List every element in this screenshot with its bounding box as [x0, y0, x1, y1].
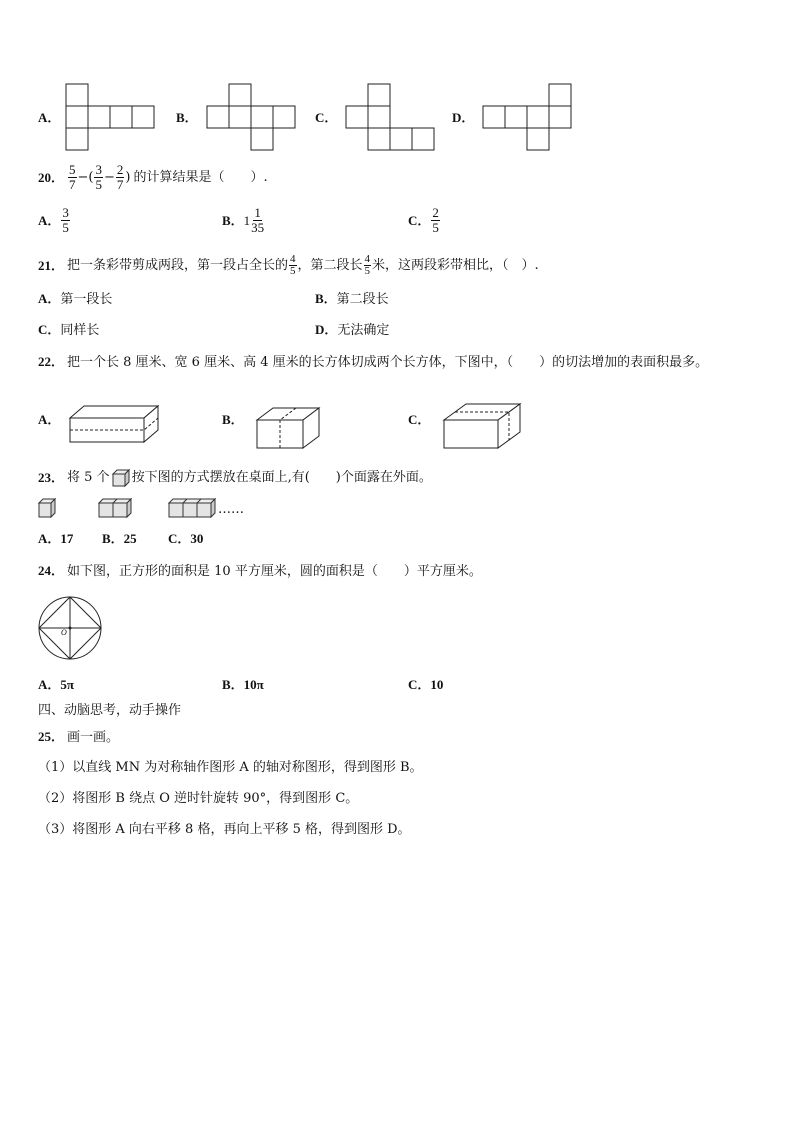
q24-circle-square-figure	[38, 596, 104, 662]
q25-item-1: （1）以直线 MN 为对称轴作图形 A 的轴对称图形，得到图形 B。	[38, 760, 423, 775]
q22-option-c-label: C．	[408, 412, 431, 427]
operator: −	[103, 169, 115, 185]
q23-cube-row-2	[98, 498, 134, 518]
q21-option-c[interactable]: C．同样长	[38, 322, 100, 338]
q24-question: 24． 如下图，正方形的面积是 10 平方厘米，圆的面积是（ ）平方厘米。	[38, 563, 482, 579]
q24-option-a[interactable]: A．5π	[38, 677, 75, 692]
q25-title: 25． 画一画。	[38, 729, 120, 745]
fraction: $\frac{2}{5}$	[432, 205, 439, 235]
fraction: $\frac{4}{5}$	[290, 253, 296, 277]
fraction: $\frac{3}{5}$	[95, 162, 102, 192]
q23-option-b[interactable]: B．25	[102, 531, 137, 546]
q21-option-b[interactable]: B．第二段长	[315, 291, 389, 307]
q19-net-d	[483, 84, 575, 152]
q19-net-b	[207, 84, 299, 152]
q20-option-c[interactable]: C． $\frac{2}{5}$	[408, 205, 439, 235]
q23-option-a[interactable]: A．17	[38, 531, 74, 546]
q22-cuboid-b	[257, 406, 321, 450]
q22-question: 22． 把一个长 8 厘米、宽 6 厘米、高 4 厘米的长方体切成两个长方体，下图中，（ ）的切法增加的表面积最多。	[38, 354, 709, 370]
fraction: $\frac{3}{5}$	[62, 205, 69, 235]
q22-cuboid-a	[70, 404, 162, 446]
q22-cuboid-c	[444, 402, 522, 450]
q19-option-b-label: B．	[176, 110, 198, 125]
q23-option-c[interactable]: C．30	[168, 531, 204, 546]
fraction: $\frac{4}{5}$	[364, 253, 371, 277]
operator: )	[125, 169, 131, 185]
q21-question: 21． 把一条彩带剪成两段，第一段占全长的 $\frac{4}{5}$ ，第二段长 $\frac{4}{5}$ 米，这两段彩带相比，（ ）.	[38, 253, 539, 277]
q22-option-b-label: B．	[222, 412, 244, 427]
q24-center-label: O	[61, 628, 67, 637]
q24-option-b[interactable]: B．10π	[222, 677, 264, 692]
q19-net-c	[346, 84, 438, 152]
fraction: $\frac{2}{7}$	[116, 162, 124, 192]
q23-ellipsis: ……	[218, 502, 244, 517]
q23-question: 23． 将 5 个 按下图的方式摆放在桌面上,有( )个面露在外面。	[38, 470, 432, 485]
q22-option-a-label: A．	[38, 412, 61, 427]
fraction: $\frac{5}{7}$	[69, 162, 76, 192]
operator: −(	[77, 169, 94, 185]
section-4-heading: 四、动脑思考，动手操作	[38, 703, 182, 718]
q21-option-d[interactable]: D．无法确定	[315, 322, 390, 338]
q25-item-3: （3）将图形 A 向右平移 8 格，再向上平移 5 格，得到图形 D。	[38, 822, 411, 837]
q19-option-a-label: A．	[38, 110, 61, 125]
q21-option-a[interactable]: A．第一段长	[38, 291, 113, 307]
q19-option-d-label: D．	[452, 110, 475, 125]
q19-net-a	[66, 84, 158, 152]
q23-cube-row-3	[168, 498, 218, 518]
q20-question	[38, 163, 268, 192]
q24-option-c[interactable]: C．10	[408, 677, 444, 692]
q20-option-b[interactable]: B． 1 $\frac{1}{35}$	[222, 205, 265, 235]
q25-item-2: （2）将图形 B 绕点 O 逆时针旋转 90°，得到图形 C。	[38, 791, 359, 806]
q20-text: 的计算结果是（ ）.	[133, 169, 268, 185]
cube-icon	[112, 469, 130, 487]
fraction: $\frac{1}{35}$	[251, 205, 265, 235]
q19-option-c-label: C．	[315, 110, 338, 125]
q20-number: 20．	[38, 169, 65, 185]
q20-option-a[interactable]: A． $\frac{3}{5}$	[38, 205, 69, 235]
q23-cube-row-1	[38, 498, 58, 518]
